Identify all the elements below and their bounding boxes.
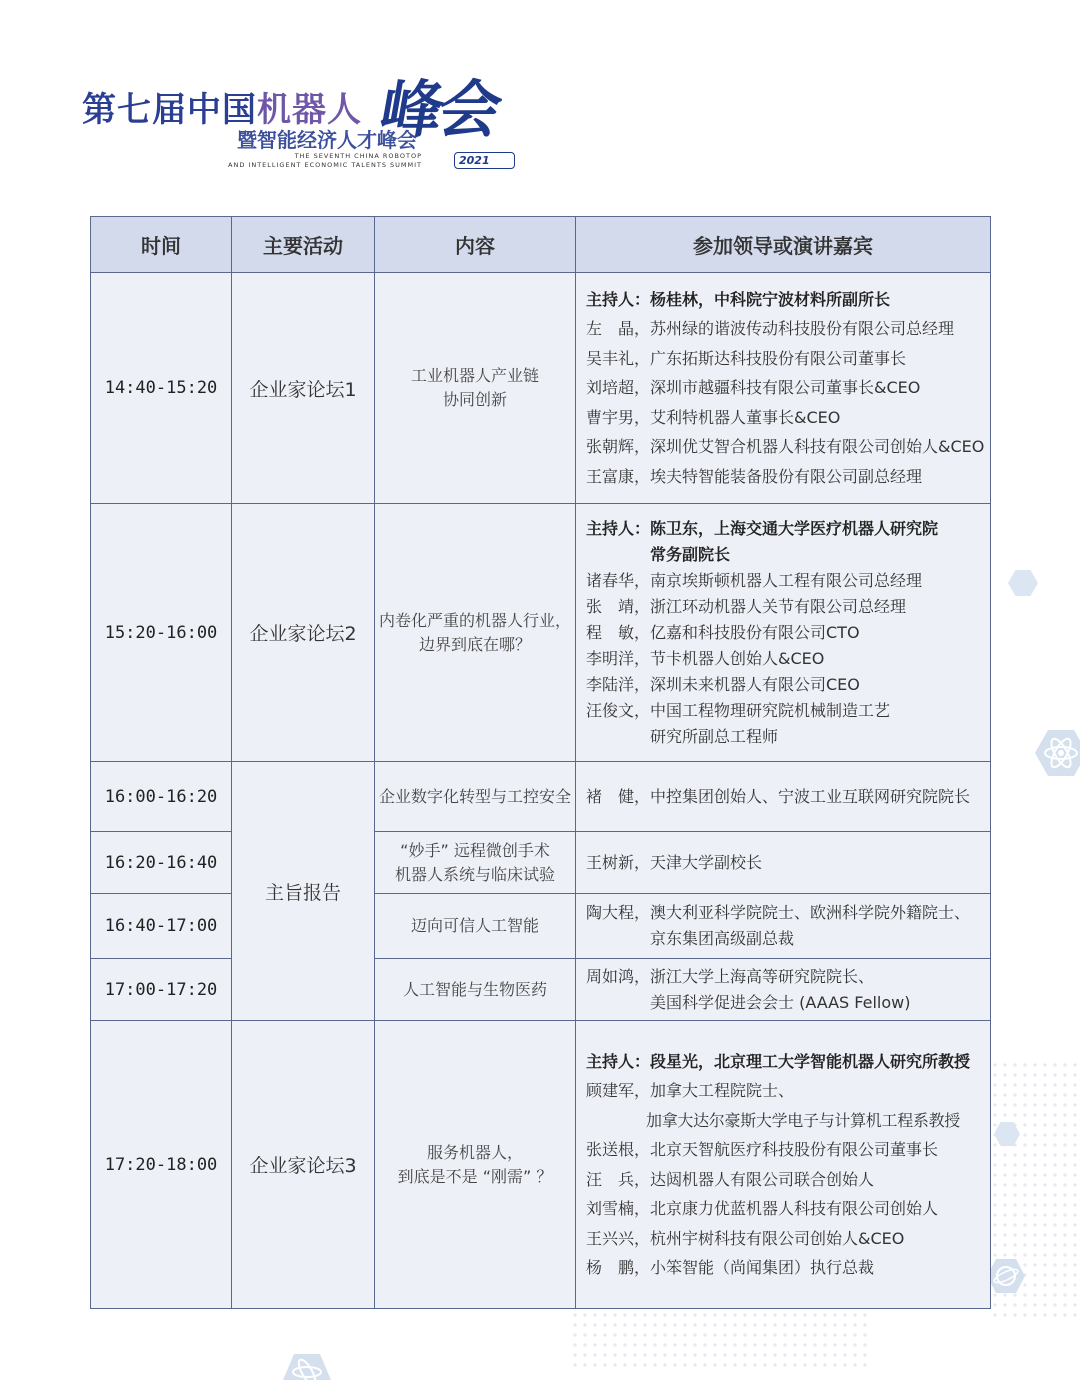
content-line: 到底是不是 “刚需” ？ (397, 1166, 553, 1186)
logo-title-text: 第七届中国机器人 (82, 90, 362, 130)
content-line: 边界到底在哪？ (418, 634, 531, 654)
content-cell (375, 959, 576, 1021)
guest-line: 吴丰礼，广东拓斯达科技股份有限公司董事长 (586, 348, 907, 368)
table-row (91, 1021, 991, 1309)
header-activity: 主要活动 (232, 217, 375, 273)
time-cell: 16:40-17:00 (91, 894, 232, 959)
guest-line: 刘雪楠，北京康力优蓝机器人科技有限公司创始人 (586, 1199, 939, 1218)
guest-line: 美国科学促进会会士 (AAAS Fellow) (650, 992, 911, 1012)
guest-line: 研究所副总工程师 (650, 726, 779, 746)
time-cell: 17:20-18:00 (91, 1021, 232, 1309)
logo-subtitle: 暨智能经济人才峰会 (237, 128, 417, 152)
summit-logo (82, 60, 542, 180)
guest-line: 王树新，天津大学副校长 (586, 852, 763, 872)
activity-cell: 企业家论坛3 (232, 1021, 375, 1309)
content-line: 机器人系统与临床试验 (394, 864, 555, 884)
globe-icon (986, 1258, 1026, 1294)
logo-english (222, 152, 422, 170)
host-line: 主持人：段星光，北京理工大学智能机器人研究所教授 (586, 1051, 971, 1071)
guest-line: 杨 鹏，小笨智能（尚闻集团）执行总裁 (586, 1258, 875, 1277)
guest-line: 加拿大达尔豪斯大学电子与计算机工程系教授 (646, 1110, 961, 1130)
host-line: 主持人：陈卫东，上海交通大学医疗机器人研究院 (586, 518, 939, 538)
dot-grid-decoration (570, 1300, 870, 1370)
guest-line: 京东集团高级副总裁 (650, 929, 795, 948)
content-line: 内卷化严重的机器人行业， (379, 610, 572, 630)
header-content: 内容 (375, 217, 576, 273)
content-cell (375, 504, 576, 762)
header-time: 时间 (91, 217, 232, 273)
atom-icon (1034, 728, 1080, 778)
host-line: 常务副院长 (650, 544, 731, 564)
guest-line: 李明洋，节卡机器人创始人&CEO (586, 648, 825, 668)
table-header-row (91, 217, 991, 273)
content-cell (375, 762, 576, 832)
time-cell: 15:20-16:00 (91, 504, 232, 762)
guests-cell (576, 959, 991, 1021)
host-line: 主持人：杨桂林，中科院宁波材料所副所长 (586, 289, 891, 309)
hexagon-decoration (1008, 570, 1038, 596)
time-cell: 14:40-15:20 (91, 273, 232, 504)
content-line: 协同创新 (442, 390, 507, 409)
content-line: 企业数字化转型与工控安全 (379, 786, 572, 806)
guest-line: 汪 兵，达闼机器人有限公司联合创始人 (586, 1169, 875, 1189)
logo-calligraphy: 峰会 (374, 73, 504, 146)
guest-line: 程 敏，亿嘉和科技股份有限公司CTO (586, 622, 860, 642)
table-row (91, 273, 991, 504)
guests-cell (576, 762, 991, 832)
content-line: 服务机器人， (426, 1142, 523, 1162)
content-line: 迈向可信人工智能 (410, 916, 539, 935)
guest-line: 张朝辉，深圳优艾智合机器人科技有限公司创始人&CEO (586, 437, 985, 457)
table-row (91, 959, 991, 1021)
guests-cell (576, 1021, 991, 1309)
guest-line: 刘培超，深圳市越疆科技有限公司董事长&CEO (586, 378, 921, 398)
atom-icon (282, 1352, 332, 1382)
time-cell: 16:00-16:20 (91, 762, 232, 832)
time-cell: 16:20-16:40 (91, 832, 232, 894)
guest-line: 张 靖，浙江环动机器人关节有限公司总经理 (586, 596, 907, 616)
content-cell (375, 1021, 576, 1309)
logo-english-line2: AND INTELLIGENT ECONOMIC TALENTS SUMMIT (228, 161, 422, 169)
content-line: “妙手” 远程微创手术 (400, 840, 550, 860)
guest-line: 张送根，北京天智航医疗科技股份有限公司董事长 (586, 1140, 939, 1159)
header-guests: 参加领导或演讲嘉宾 (576, 217, 991, 273)
guest-line: 周如鸿，浙江大学上海高等研究院院长、 (586, 966, 875, 986)
guests-cell (576, 273, 991, 504)
activity-cell: 主旨报告 (232, 762, 375, 1021)
logo-year-badge: 2021 (454, 152, 515, 169)
guest-line: 褚 健，中控集团创始人、宁波工业互联网研究院院长 (586, 786, 971, 806)
content-cell (375, 894, 576, 959)
content-cell (375, 273, 576, 504)
logo-english-line1: THE SEVENTH CHINA ROBOTOP (294, 152, 422, 160)
guest-line: 陶大程，澳大利亚科学院院士、欧洲科学院外籍院士、 (586, 903, 971, 922)
guests-cell (576, 894, 991, 959)
activity-cell: 企业家论坛1 (232, 273, 375, 504)
content-line: 人工智能与生物医药 (402, 979, 547, 999)
activity-cell: 企业家论坛2 (232, 504, 375, 762)
schedule-table (90, 216, 991, 1309)
guest-line: 顾建军，加拿大工程院院士、 (586, 1081, 795, 1100)
table-row (91, 762, 991, 832)
content-cell (375, 832, 576, 894)
content-line: 工业机器人产业链 (410, 366, 539, 385)
guest-line: 左 晶，苏州绿的谐波传动科技股份有限公司总经理 (586, 319, 955, 339)
guest-line: 王兴兴，杭州宇树科技有限公司创始人&CEO (586, 1228, 905, 1248)
guest-line: 曹宇男，艾利特机器人董事长&CEO (586, 407, 841, 427)
guest-line: 诸春华，南京埃斯顿机器人工程有限公司总经理 (586, 570, 923, 590)
guests-cell (576, 832, 991, 894)
guests-cell (576, 504, 991, 762)
time-cell: 17:00-17:20 (91, 959, 232, 1021)
table-row (91, 894, 991, 959)
guest-line: 汪俊文，中国工程物理研究院机械制造工艺 (586, 700, 891, 720)
guest-line: 王富康，埃夫特智能装备股份有限公司副总经理 (586, 466, 923, 486)
table-row (91, 504, 991, 762)
guest-line: 李陆洋，深圳未来机器人有限公司CEO (586, 674, 860, 694)
table-row (91, 832, 991, 894)
